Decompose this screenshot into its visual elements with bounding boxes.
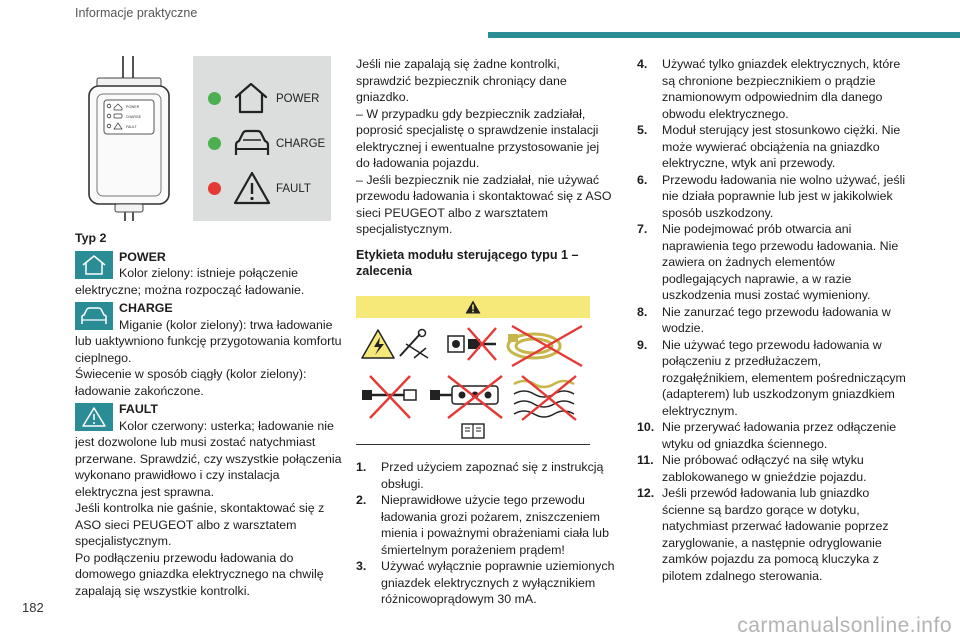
car-icon [233,125,271,161]
legend-row-power [193,78,331,118]
legend-charge-label: CHARGE [276,138,326,150]
green-indicator-dot [208,137,221,150]
list-item: 4. Używać tylko gniazdek elektrycznych, które są chronione bezpiecznikiem o prądzie znamionowym odpowiednim dla danego obwodu elektrycznego. [637,57,901,121]
charge-entry-text-2: Świecenie w sposób ciągły (kolor zielony): ładowanie zakończone. [75,367,307,398]
column-1 [75,56,345,599]
watermark: carmanualsonline.info [737,614,952,637]
warning-icon [81,406,107,428]
power-entry [75,249,345,299]
column-3 [637,56,909,584]
car-icon [80,305,108,327]
home-icon [233,80,269,116]
list-item: 1. Przed użyciem zapoznać się z instrukcją obsługi. [356,460,604,491]
list-item: 3. Używać wyłącznie poprawnie uziemionych gniazdek elektrycznych z wyłącznikiem różnicowoprądowym 30 mA. [356,559,615,606]
no-adapter-pictogram [448,328,496,360]
header-title: Informacje praktyczne [75,6,198,20]
header-accent-bar [488,32,960,38]
charger-indicator-figure [75,56,331,224]
fuse-check-paragraph: Jeśli nie zapalają się żadne kontrolki, sprawdzić bezpiecznik chroniący dane gniazdko. [356,57,567,104]
power-icon-box [75,251,113,279]
fault-icon-box [75,403,113,431]
charge-entry-name: CHARGE [119,301,173,315]
fault-entry-text-2: Jeśli kontrolka nie gaśnie, skontaktować się z ASO sieci PEUGEOT albo z warsztatem specjalistycznym. [75,501,325,548]
charge-entry-text: Miganie (kolor zielony): trwa ładowanie lub uaktywniono funkcję przygotowania komfortu cieplnego. [75,317,342,365]
device-charge-label: CHARGE [126,115,141,119]
type-label: Typ 2 [75,231,107,245]
indicator-legend-panel [193,56,331,221]
list-item: 10. Nie przerywać ładowania przez odłączenie wtyku od gniazdka ściennego. [637,420,897,451]
fault-entry [75,401,345,599]
device-fault-label: FAULT [126,125,137,129]
warning-icon [233,170,271,206]
section-heading: Etykieta modułu sterującego typu 1 – zalecenia [356,247,579,278]
legend-power-label: POWER [276,93,320,105]
column-2 [356,56,616,608]
warning-label-bar [356,296,590,318]
legend-row-charge [193,123,331,163]
charging-control-box-drawing [75,56,187,221]
legend-fault-label: FAULT [276,183,311,195]
list-item: 12. Jeśli przewód ładowania lub gniazdko ścienne są bardzo gorące w dotyku, natychmiast przerwać ładowanie poprzez zaryglowanie, a następnie odryglowanie zamków pojazdu za pomocą kluczyka z pilotem zdalnego sterowania. [637,486,889,583]
device-power-label: POWER [126,105,140,109]
pictogram-divider [356,444,590,445]
list-item: 8. Nie zanurzać tego przewodu ładowania w wodzie. [637,304,891,335]
list-item: 2. Nieprawidłowe użycie tego przewodu ładowania grozi pożarem, zniszczeniem mienia i poważnymi obrażeniami ciała lub śmiertelnym porażeniem prądem! [356,493,609,557]
legend-row-fault [193,168,331,208]
list-item: 11. Nie próbować odłączyć na siłę wtyku zablokowanego w gnieździe pojazdu. [637,453,867,484]
safety-pictograms [356,324,590,440]
list-item: 6. Przewodu ładowania nie wolno używać, jeśli nie działa poprawnie lub jest w jakikolwiek sposób uszkodzony. [637,172,906,220]
power-entry-name: POWER [119,249,166,264]
list-item: 7. Nie podejmować prób otwarcia ani naprawienia tego przewodu ładowania. Nie zawiera on żadnych elementów podlegających naprawie, a w razie uszkodzenia musi zostać wymieniony. [637,222,899,302]
red-indicator-dot [208,182,221,195]
manual-book-icon [462,424,484,438]
fault-entry-text-3: Po podłączeniu przewodu ładowania do domowego gniazdka elektrycznego na chwilę zapalają się wszystkie kontrolki. [75,550,324,598]
warning-icon [465,300,481,314]
fuse-not-tripped-paragraph: – Jeśli bezpiecznik nie zadziałał, nie używać przewodu ładowania i skontaktować się z ASO sieci PEUGEOT albo z warsztatem specjalistycznym. [356,172,612,236]
no-extension-cord-pictogram [362,376,416,418]
electric-shock-pictogram [362,329,428,358]
recommendations-list-a [356,459,616,608]
fuse-tripped-paragraph: – W przypadku gdy bezpiecznik zadziałał, poprosić specjalistę o sprawdzenie instalacji elektrycznej i ewentualne przystosowanie jej do ładowania pojazdu. [356,106,600,170]
charge-entry [75,300,345,399]
charge-icon-box [75,302,113,330]
list-item: 5. Moduł sterujący jest stosunkowo ciężki. Nie może wywierać obciążenia na gniazdko elektryczne, wtyk ani przewody. [637,123,901,170]
green-indicator-dot [208,92,221,105]
no-water-pictogram [514,376,576,420]
page-number: 182 [22,600,44,615]
no-power-strip-pictogram [430,376,502,418]
fault-entry-name: FAULT [119,402,158,416]
fault-entry-text: Kolor czerwony: usterka; ładowanie nie jest dozwolone lub musi zostać natychmiast przerwane. Sprawdzić, czy wszystkie połączenia wykonano prawidłowo i czy instalacja elektryczna jest sprawna. [75,418,342,499]
no-cable-coil-pictogram [508,326,582,366]
list-item: 9. Nie używać tego przewodu ładowania w połączeniu z przedłużaczem, rozgałęźnikiem, elementem pośredniczącym (adapterem) lub uszkodzonym gniazdkiem elektrycznym. [637,337,906,418]
power-entry-text: Kolor zielony: istnieje połączenie elektryczne; można rozpocząć ładowanie. [75,266,305,297]
home-icon [81,254,107,276]
recommendations-list-b [637,56,909,584]
